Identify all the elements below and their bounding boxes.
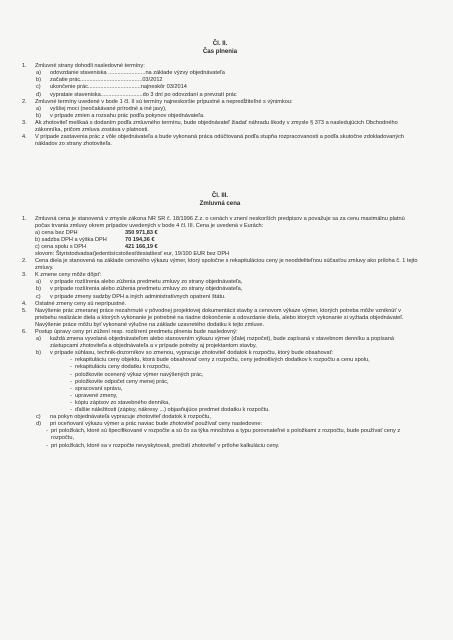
list-item: d) pri oceňovaní výkazu výmer a prác naviac bude zhotoviteľ používať ceny nasledovne:: [36, 421, 263, 428]
article-3-title: Čl. III.: [211, 192, 229, 200]
article-3-body: [22, 216, 418, 450]
list-item: c) ukončenie prác..................................najneskôr 03/2014: [36, 84, 187, 91]
article-2-title: Čl. II.: [212, 40, 228, 47]
list-item: - kópiu zápisov zo stavebného denníka,: [70, 399, 170, 406]
list-item: a) každá zmena vyvolaná objednávateľom alebo stanovením výkazu výmer (ďalej rozpočet), bude zapísaná v stavebnom denníku a popísaná zástupcami zhotoviteľa a objednávateľa a v prípade potreby aj projektantom stavby,: [36, 336, 395, 350]
list-item: b) v prípade súhlasu, technik-dozorníkov so zmenou, vypracuje zhotoviteľ dodatok k rozpočtu, ktorý bude obsahovať:: [36, 350, 334, 357]
list-item: c) v prípade zmeny sadzby DPH a iných administratívnych opatrení štátu.: [36, 293, 226, 300]
list-item: 2. Cena diela je stanovená na základe cenového výkazu výmer, ktorý spoločne s rekapituláciou ceny je neoddeliteľnou súčasťou zmluvy ako príloha č. 1 tejto zmluvy.: [22, 258, 418, 272]
list-item: - spracovaní správu,: [70, 385, 123, 392]
list-item: b) v prípade zmien a rozsahu prác podľa pokynov objednávateľa.: [36, 112, 205, 119]
list-item: 1. Zmluvné strany dohodli nasledovné termíny:: [22, 63, 145, 70]
list-item: a) v prípade rozšírenia alebo zúženia predmetu zmluvy zo strany objednávateľa,: [36, 279, 243, 286]
list-item: - rekapituláciu ceny dodatku k rozpočtu,: [70, 364, 171, 371]
article-2-subtitle: Čas plnenia: [202, 47, 238, 55]
price-row: a) cena bez DPH 350 971,83 €: [35, 229, 158, 236]
list-item: - pri položkách, ktoré sa v rozpočte nevyskytovali, prečistí zhotoviteľ v prílohe kalkuláciu ceny.: [46, 442, 280, 449]
list-item: - pri položkách, ktoré sú špecifikované v rozpočte a sú čo sa týka množstva a typu porovnateľné s položkami z rozpočtu, bude používať ceny z rozpočtu,: [46, 428, 401, 442]
list-item: c) na pokyn objednávateľa vypracuje zhotoviteľ dodatok k rozpočtu,: [36, 414, 211, 421]
contract-text: [22, 40, 418, 450]
list-item: b) začatie prác........................................03/2012: [36, 77, 163, 84]
list-item: 3. Ak zhotoviteľ meškaá s dodaním podľa zmluvného termínu, bude objednávateľ žiadať náhradu škody v zmysle § 373 a nasledujúcich Obchodného zákonníka, pričom zmluva zostáva v platnosti.: [22, 119, 398, 134]
list-item: 1. Zmluvná cena je stanovená v zmysle zákona NR SR č. 18/1996 Z.z. o cenách v znení neskorších predpisov a považuje sa za cenu maximálnu platnú počas trvania zmluvy okrem prípadov uvedených v bode 4 čl. III. Cena je uvedená v Eurách:: [22, 215, 405, 229]
price-row: b) sadzba DPH a výška DPH 70 194,36 €: [35, 236, 155, 243]
list-item: b) v prípade rozšírenia alebo zúženia predmetu zmluvy zo strany objednávateľa,: [36, 286, 243, 293]
list-item: - položkovite odpočet ceny menej prác,: [70, 378, 169, 385]
list-item: 6. Postup úpravy ceny pri zúžení resp. rozšírení predmetu plnenia bude nasledovný:: [22, 329, 238, 335]
article-3-subtitle: Zmluvná cena: [199, 199, 241, 207]
list-item: 2. Zmluvné termíny uvedené v bode 1 čl. II sú termíny najneskoršie prípustné a nepredĺžiteľné s výnimkou:: [22, 98, 293, 105]
list-item: - položkovite ocenený výkaz výmer navýšených prác,: [70, 371, 204, 378]
list-item: 4. Ostatné zmeny ceny sú neprípustné.: [22, 300, 127, 307]
list-item: - upravené zmeny,: [70, 392, 118, 399]
list-item: - rekapituláciu ceny objektu, ktorá bude obsahovať ceny z rozpočtu, ceny jednotlivých dodatkov k rozpočtu a cenu spolu,: [70, 357, 370, 364]
article-2-body: [22, 63, 418, 148]
list-item: 5. Navýšenie prác zmeranej práce nezahrnuté v pôvodnej projektovej dokumentácii stavby a cenovom výkaze výmer, ktorých potreba môže vzniknúť v priebehu realizácie diela a ktorých vykonanie je potrebné na riadne dokončenie a odovzdanie diela, alebo ktorých vykonanie si vyžiada objednávateľ. Navýšenie práce môžu byť vykonané výlučne na základe uzavretého dodatku k tejto zmluve.: [22, 307, 404, 328]
list-item: a) vyššej moci (neočakávané prírodné a iné javy),: [36, 105, 167, 112]
list-item: 3. K zmene ceny môže dôjsť:: [22, 272, 102, 279]
price-table: [22, 230, 418, 258]
list-item: - ďalšie náležitosti (zápisy, nákresy ...) objasňujúce predmet dodatku k rozpočtu.: [70, 407, 270, 414]
list-item: 4. V prípade zastavenia prác z vôle objednávateľa a bude vykonaná práca odúčtovaná podľa stupňa rozpracovanosti a podľa skutočne zdokladovaných nákladov zo strany zhotoviteľa.: [22, 134, 405, 148]
price-in-words: slovom: Štyristodvadsaťjedentisícstošesťdesiatšesť eur, 19/100 EUR bez DPH: [35, 250, 230, 257]
list-item: a) odovzdanie staveniska ........................na základe výzvy objednávateľa: [36, 70, 225, 77]
list-item: d) vyprataie staveniska...........................do 3 dní po odovzdaní a prevzatí prác: [36, 91, 237, 98]
price-row: c) cena spolu s DPH 421 166,19 €: [35, 243, 158, 250]
